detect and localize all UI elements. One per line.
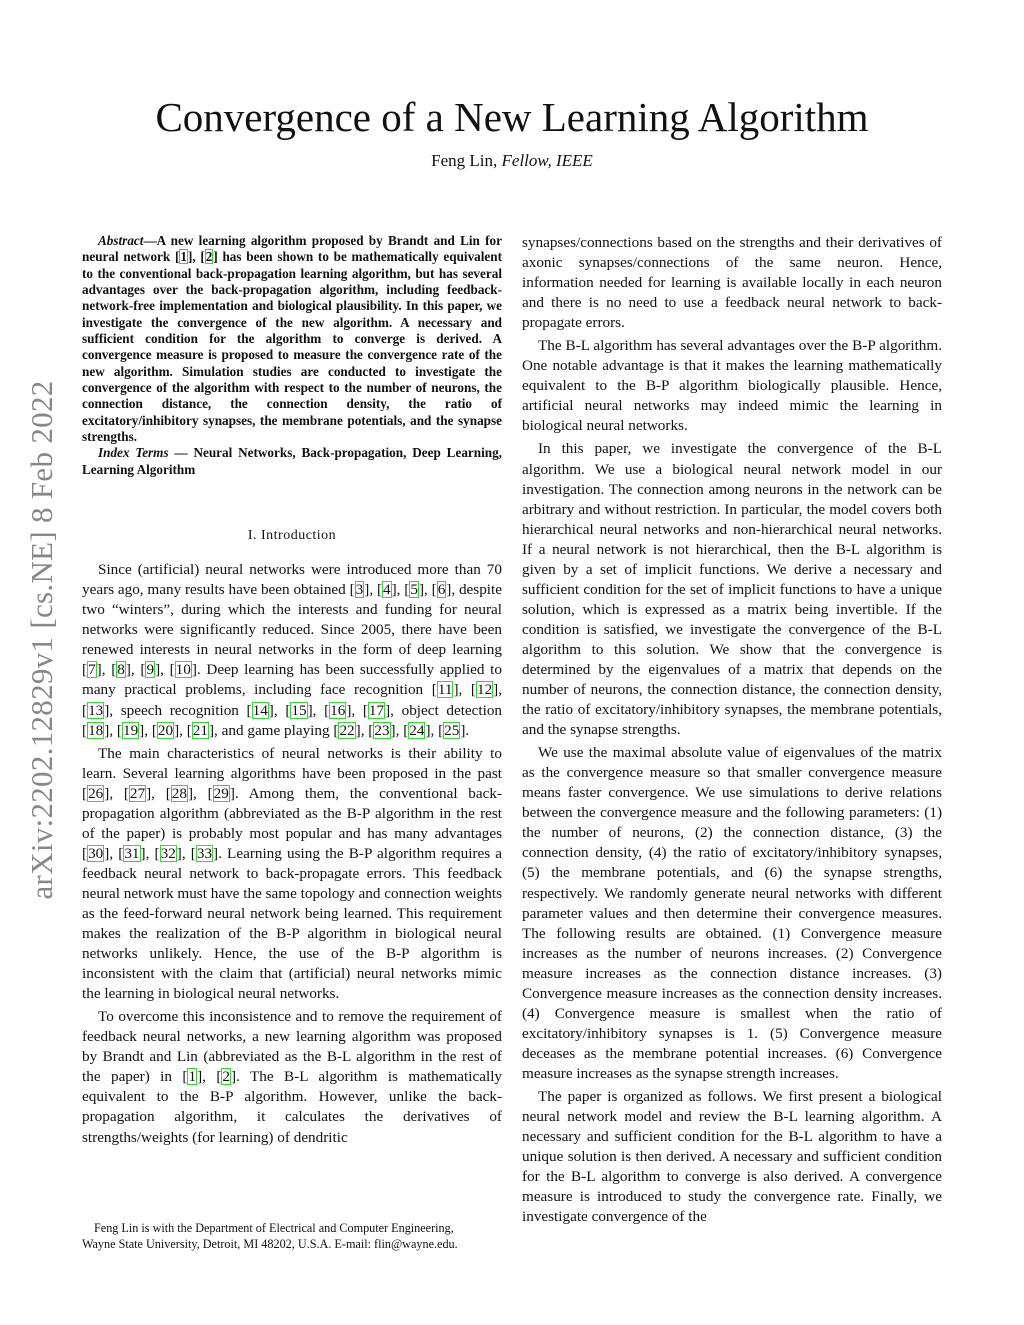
citation-link[interactable]: 20 (157, 721, 174, 739)
author-line (0, 150, 1024, 172)
citation-link[interactable]: 4 (383, 581, 391, 599)
citation-link[interactable]: 21 (192, 721, 208, 739)
intro-paragraph-5: In this paper, we investigate the convergence of the B-L algorithm. We use a biological neural network model in our investigation. The connection among neurons in the network can be arbitrary and without restriction. In particular, the model covers both hierarchical neural networks and non-hierarchical neural networks. If a neural network is not hierarchical, then the B-L algorithm is given by a set of implicit functions. We derive a necessary and sufficient condition for the set of implicit functions to have a unique solution, which is expressed as a matrix being invertible. If the condition is satisfied, we investigate the convergence of the B-L algorithm to this solution. We show that the convergence is determined by the eigenvalues of a matrix that depends on the number of neurons, the connection distance, the connection density, the ratio of excitatory/inhibitory synapses, the membrane potentials, and the synapse strengths. (522, 440, 942, 739)
citation-link[interactable]: 9 (146, 661, 155, 679)
citation-link[interactable]: 13 (88, 701, 104, 719)
citation-link[interactable]: 5 (410, 581, 418, 599)
citation-link[interactable]: 16 (330, 701, 346, 719)
citation-link[interactable]: 1 (180, 249, 187, 265)
citation-link[interactable]: 7 (88, 661, 96, 679)
section-heading-introduction: I. Introduction (247, 528, 337, 544)
citation-link[interactable]: 28 (171, 784, 187, 802)
citation-link[interactable]: 19 (122, 721, 139, 739)
citation-link[interactable]: 31 (124, 844, 140, 862)
citation-link[interactable]: 18 (88, 721, 104, 739)
citation-link[interactable]: 2 (222, 1068, 231, 1086)
citation-link[interactable]: 32 (160, 844, 176, 862)
abstract-text (82, 233, 502, 445)
abstract-label: Abstract (98, 233, 144, 248)
intro-paragraph-3-continued: synapses/connections based on the strengths and their derivatives of axonic synapses/connections of the same neuron. Hence, information needed for learning is available locally in each neuron and there is no need to use a feedback neural network to back-propagate errors. (522, 234, 942, 332)
abstract (82, 233, 502, 478)
footnote-line-1: Feng Lin is with the Department of Electrical and Computer Engineering, (94, 1221, 454, 1235)
citation-link[interactable]: 6 (437, 581, 446, 599)
footnote-line-2: Wayne State University, Detroit, MI 48202, U.S.A. E-mail: flin@wayne.edu. (82, 1237, 458, 1251)
citation-link[interactable]: 2 (205, 249, 213, 265)
left-column (82, 233, 502, 1148)
intro-paragraph-3: To overcome this inconsistence and to remove the requirement of feedback neural networks, a new learning algorithm was proposed by Brandt and Lin (abbreviated as the B-L algorithm in the rest of the paper) in [1], [2]. The B-L algorithm is mathematically equivalent to the B-P algorithm. However, unlike the back-propagation algorithm, it calculates the derivatives of strengths/weights (for learning) of dendritic (82, 1008, 503, 1146)
intro-paragraph-7: The paper is organized as follows. We first present a biological neural network model and review the B-L learning algorithm. A necessary and sufficient condition for the B-L algorithm to have a unique solution is then derived. A necessary and sufficient condition for the B-L algorithm to converge is also derived. A convergence measure is introduced to study the convergence rate. Finally, we investigate convergence of the (522, 1087, 942, 1226)
intro-paragraph-1: Since (artificial) neural networks were introduced more than 70 years ago, many results have been obtained [3], [4], [5], [6], despite two “winters”, during which the interests and funding for neural networks were significantly reduced. Since 2005, there have been renewed interests in neural networks in the form of deep learning [7], [8], [9], [10]. Deep learning has been successfully applied to many practical problems, including face recognition [11], [12], [13], speech recognition [14], [15], [16], [17], object detection [18], [19], [20], [21], and game playing [22], [23], [24], [25]. (82, 561, 503, 739)
intro-paragraph-2: The main characteristics of neural networks is their ability to learn. Several learning algorithms have been proposed in the past [26], [27], [28], [29]. Among them, the conventional back-propagation algorithm (abbreviated as the B-P algorithm in the rest of the paper) is probably most popular and has many advantages [30], [31], [32], [33]. Learning using the B-P algorithm requires a feedback neural network to back-propagate errors. This feedback neural network must have the same topology and connection weights as the feed-forward neural network being learned. This requirement makes the realization of the B-P algorithm in biological neural networks unlikely. Hence, the use of the B-P algorithm is inconsistent with the claim that (artificial) neural networks mimic the learning in biological neural networks. (82, 744, 503, 1003)
index-terms (82, 445, 502, 478)
index-terms-label: Index Terms (98, 445, 169, 461)
abstract-body: —A new learning algorithm proposed by Brandt and Lin for neural network [1], [2] has been shown to be mathematically equivalent to the conventional back-propagation learning algorithm, but has several advantages over the back-propagation algorithm, including feedback-network-free implementation and biological plausibility. In this paper, we investigate the convergence of the new algorithm. A necessary and sufficient condition for the algorithm to converge is derived. A convergence measure is proposed to measure the convergence rate of the new algorithm. Simulation studies are conducted to investigate the convergence of the algorithm with respect to the number of neurons, the connection distance, the connection density, the ratio of excitatory/inhibitory synapses, the membrane potentials, and the synapse strengths. (82, 233, 503, 445)
citation-link[interactable]: 10 (175, 661, 191, 679)
citation-link[interactable]: 11 (437, 681, 453, 699)
citation-link[interactable]: 15 (291, 701, 307, 719)
author-affiliation: Fellow, IEEE (501, 151, 593, 170)
arxiv-identifier: arXiv:2202.12829v1 [cs.NE] 8 Feb 2022 (24, 380, 59, 900)
intro-paragraph-6: We use the maximal absolute value of eigenvalues of the matrix as the convergence measure so that smaller convergence measure means faster convergence. We use simulations to derive relations between the convergence measure and the following parameters: (1) the number of neurons, (2) the connection distance, (3) the connection density, (4) the ratio of excitatory/inhibitory synapses, (5) the membrane potentials, and (6) the synapse strengths, respectively. We randomly generate neural networks with different parameter values and then determine their convergence measures. The following results are obtained. (1) Convergence measure increases as the number of neurons increases. (2) Convergence measure increases as the connection distance increases. (3) Convergence measure increases as the connection density increases. (4) Convergence measure is smallest when the ratio of excitatory/inhibitory synapses is 1. (5) Convergence measure deceases as the membrane potential increases. (6) Convergence measure increases as the synapse strength increases. (522, 744, 942, 1082)
citation-link[interactable]: 33 (196, 844, 213, 862)
paper-title: Convergence of a New Learning Algorithm (155, 94, 869, 140)
author-name: Feng Lin, (431, 151, 502, 170)
citation-link[interactable]: 14 (252, 701, 268, 719)
citation-link[interactable]: 30 (88, 844, 104, 862)
citation-link[interactable]: 3 (355, 581, 364, 599)
author-footnote (82, 1220, 502, 1252)
citation-link[interactable]: 17 (368, 701, 385, 719)
intro-paragraph-4: The B-L algorithm has several advantages over the B-P algorithm. One notable advantage is that it makes the learning mathematically equivalent to the B-P algorithm biologically plausible. Hence, artificial neural networks may indeed mimic the learning in biological neural networks. (522, 337, 942, 435)
citation-link[interactable]: 22 (339, 721, 355, 739)
right-column (522, 233, 942, 1227)
citation-link[interactable]: 23 (374, 721, 390, 739)
citation-link[interactable]: 26 (88, 784, 104, 802)
index-terms-body: — Neural Networks, Back-propagation, Deep Learning, Learning Algorithm (82, 445, 502, 477)
citation-link[interactable]: 8 (117, 661, 125, 679)
citation-link[interactable]: 1 (188, 1068, 197, 1086)
citation-link[interactable]: 29 (213, 784, 229, 802)
citation-link[interactable]: 12 (476, 681, 493, 699)
citation-link[interactable]: 24 (409, 721, 425, 739)
citation-link[interactable]: 25 (444, 721, 460, 739)
citation-link[interactable]: 27 (129, 784, 146, 802)
